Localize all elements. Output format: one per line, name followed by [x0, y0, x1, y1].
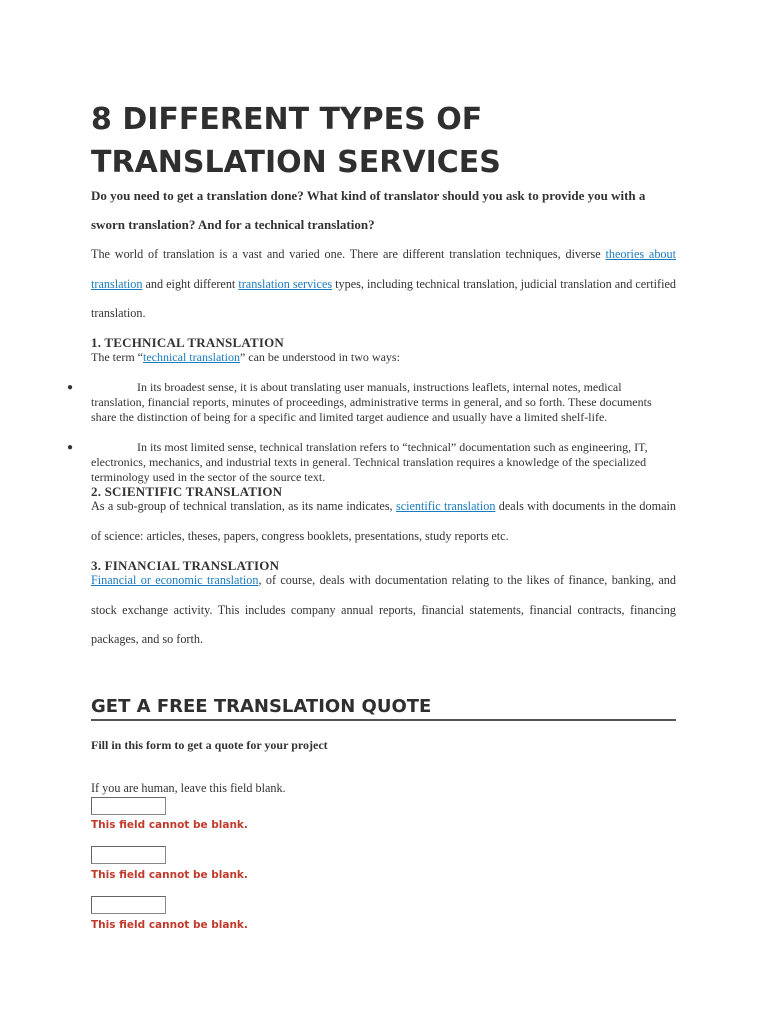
world-text-before: The world of translation is a vast and varied one. There are different translation techniques, diverse	[91, 247, 606, 261]
financial-heading: 3. FINANCIAL TRANSLATION	[91, 558, 280, 573]
technical-term-line	[91, 350, 676, 365]
fin-text-after: , of course, deals with documentation relating to the likes of finance, banking, and stock exchange activity. This includes company annual reports, financial statements, financial contracts, financing packages, and so forth.	[91, 573, 676, 646]
technical-bullet-list	[67, 380, 676, 485]
world-text-middle: and eight different	[142, 276, 239, 291]
bullet-text: In its broadest sense, it is about translating user manuals, instructions leaflets, internal notes, medical translation, financial reports, minutes of proceedings, administrative terms in general, and so forth. These documents share the distinction of being for a specific and limited target audience and usually have a limited shelf-life.	[91, 380, 652, 424]
scientific-translation-link[interactable]: scientific translation	[395, 499, 496, 513]
financial-translation-link[interactable]: Financial or economic translation	[91, 573, 259, 587]
scientific-paragraph	[91, 492, 676, 551]
field-error-3: This field cannot be blank.	[91, 919, 248, 931]
bullet-icon: ●	[67, 382, 74, 393]
form-field-2[interactable]	[91, 846, 166, 864]
sci-text-before: As a sub-group of technical translation, as its name indicates,	[91, 499, 396, 513]
technical-heading: 1. TECHNICAL TRANSLATION	[91, 335, 284, 350]
form-intro-label: Fill in this form to get a quote for your project	[91, 738, 328, 752]
term-text-after: ” can be understood in two ways:	[239, 350, 400, 364]
honeypot-label: If you are human, leave this field blank.	[91, 781, 286, 795]
list-item	[67, 440, 676, 485]
theories-link[interactable]: theories about translation	[91, 247, 676, 291]
term-text-before: The term “	[91, 350, 143, 364]
bullet-text: In its most limited sense, technical translation refers to “technical” documentation such as engineering, IT, electronics, mechanics, and industrial texts in general. Technical translation requires a knowledge of the specialized terminology used in the sector of the source text.	[91, 440, 648, 484]
form-field-3[interactable]	[91, 896, 166, 914]
bullet-icon: ●	[67, 442, 74, 453]
technical-translation-link[interactable]: technical translation	[142, 350, 240, 364]
list-item	[67, 380, 676, 440]
intro-question: Do you need to get a translation done? What kind of translator should you ask to provide you with a sworn translation? And for a technical translation?	[91, 188, 646, 232]
scientific-heading: 2. SCIENTIFIC TRANSLATION	[91, 484, 283, 499]
translation-services-link[interactable]: translation services	[238, 276, 333, 291]
world-text-after: types, including technical translation, judicial translation and certified translation.	[91, 276, 676, 320]
title-divider	[91, 719, 676, 721]
financial-paragraph	[91, 566, 676, 655]
sci-text-after: deals with documents in the domain of science: articles, theses, papers, congress booklets, presentations, study reports etc.	[91, 499, 676, 543]
page-title: 8 DIFFERENT TYPES OF TRANSLATION SERVICES	[91, 102, 501, 180]
form-field-1[interactable]	[91, 797, 166, 815]
world-paragraph	[91, 240, 676, 329]
field-error-2: This field cannot be blank.	[91, 869, 248, 881]
field-error-1: This field cannot be blank.	[91, 819, 248, 831]
quote-form-title: GET A FREE TRANSLATION QUOTE	[91, 696, 432, 717]
